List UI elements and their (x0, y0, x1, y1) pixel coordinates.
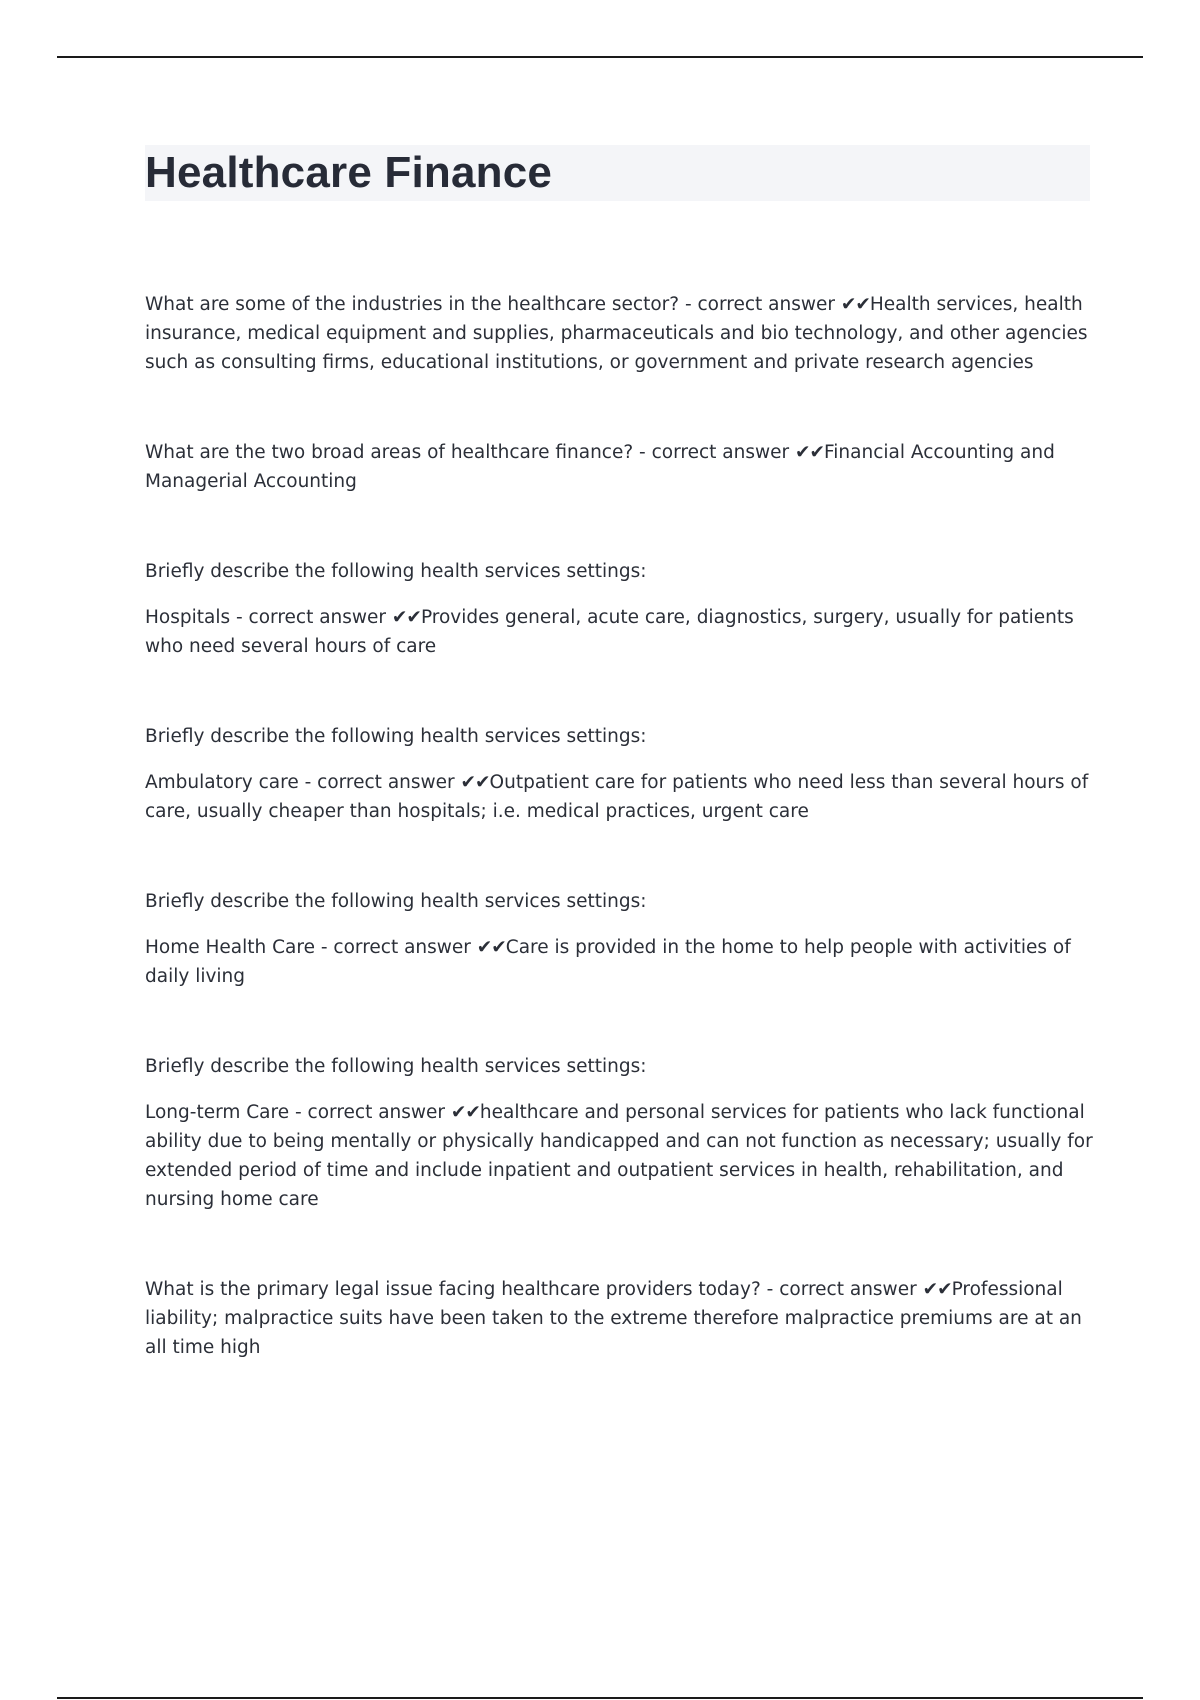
qa-text (145, 603, 1095, 661)
answer-text: Provides general, acute care, diagnostics, surgery, usually for patients who need several hours of care (145, 607, 1074, 657)
question-text: What are the two broad areas of healthcare finance? (145, 442, 634, 463)
answer-text: Health services, health insurance, medical equipment and supplies, pharmaceuticals and bio technology, and other agencies such as consulting firms, educational institutions, or government and private research agencies (145, 294, 1088, 373)
qa-item (145, 722, 1095, 826)
checkmark-icon: ✔✔ (391, 607, 421, 628)
title-banner (145, 145, 1090, 201)
answer-label: - correct answer (289, 1102, 451, 1123)
qa-item (145, 1275, 1095, 1362)
question-text: Home Health Care (145, 937, 315, 958)
qa-text (145, 933, 1095, 991)
top-divider (57, 56, 1143, 58)
checkmark-icon: ✔✔ (794, 442, 824, 463)
setting-intro: Briefly describe the following health services settings: (145, 891, 647, 912)
answer-text: healthcare and personal services for patients who lack functional ability due to being mentally or physically handicapped and can not function as necessary; usually for extended period of time and include inpatient and outpatient services in health, rehabilitation, and nursing home care (145, 1102, 1093, 1210)
qa-text (145, 438, 1095, 496)
question-text: Ambulatory care (145, 772, 299, 793)
answer-label: - correct answer (679, 294, 841, 315)
page-title: Healthcare Finance (145, 148, 553, 197)
setting-intro: Briefly describe the following health services settings: (145, 561, 647, 582)
qa-item (145, 557, 1095, 661)
qa-list (145, 290, 1095, 1423)
answer-text: Professional liability; malpractice suits have been taken to the extreme therefore malpractice premiums are at an all time high (145, 1279, 1082, 1358)
qa-item (145, 887, 1095, 991)
question-text: Long-term Care (145, 1102, 290, 1123)
qa-item (145, 438, 1095, 496)
qa-text (145, 1275, 1095, 1362)
checkmark-icon: ✔✔ (840, 294, 870, 315)
question-text: Hospitals (145, 607, 231, 628)
answer-text: Outpatient care for patients who need less than several hours of care, usually cheaper than hospitals; i.e. medical practices, urgent care (145, 772, 1089, 822)
question-text: What is the primary legal issue facing healthcare providers today? (145, 1279, 761, 1300)
answer-label: - correct answer (760, 1279, 923, 1300)
question-text: What are some of the industries in the healthcare sector? (145, 294, 680, 315)
qa-item (145, 1052, 1095, 1214)
answer-label: - correct answer (633, 442, 795, 463)
checkmark-icon: ✔✔ (460, 772, 490, 793)
answer-label: - correct answer (298, 772, 461, 793)
qa-item (145, 290, 1095, 377)
checkmark-icon: ✔✔ (922, 1279, 952, 1300)
answer-text: Financial Accounting and Managerial Accounting (145, 442, 1055, 492)
setting-intro: Briefly describe the following health services settings: (145, 726, 647, 747)
qa-text (145, 1098, 1095, 1214)
qa-text (145, 290, 1095, 377)
bottom-divider (57, 1697, 1143, 1699)
checkmark-icon: ✔✔ (476, 937, 506, 958)
qa-text (145, 768, 1095, 826)
answer-text: Care is provided in the home to help people with activities of daily living (145, 937, 1071, 987)
answer-label: - correct answer (314, 937, 477, 958)
answer-label: - correct answer (230, 607, 392, 628)
checkmark-icon: ✔✔ (450, 1102, 480, 1123)
setting-intro: Briefly describe the following health services settings: (145, 1056, 647, 1077)
